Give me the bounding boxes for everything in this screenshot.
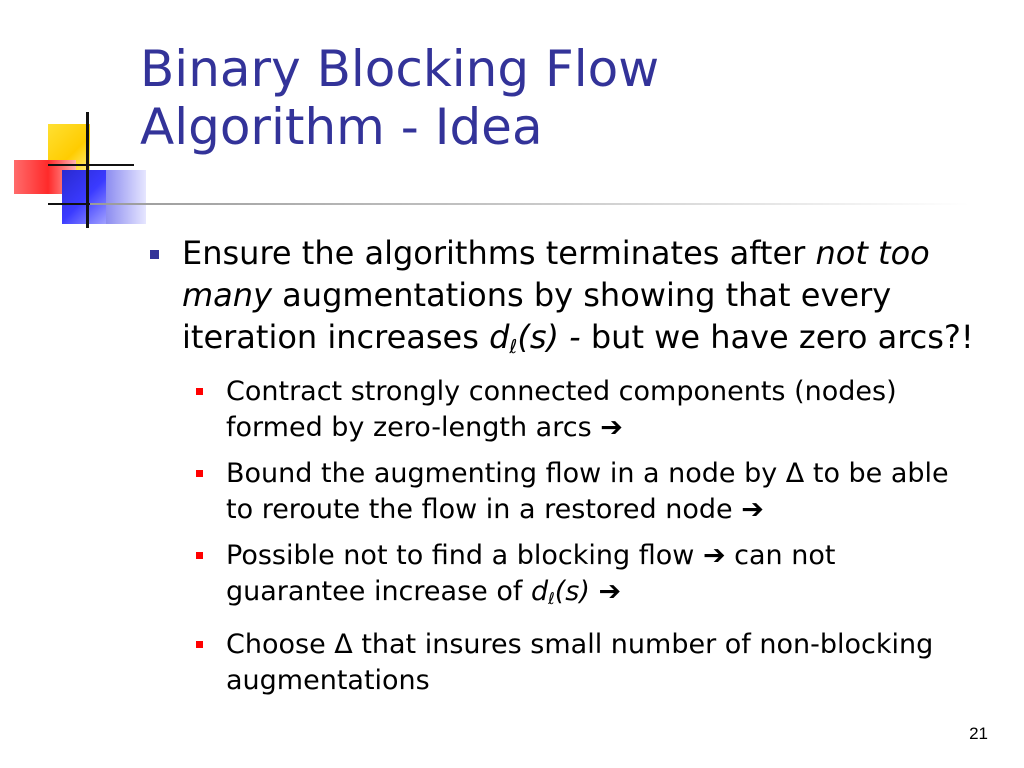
page-number: 21 [969, 724, 988, 743]
slide-title [140, 40, 1000, 156]
blue-fade-decoration [106, 170, 146, 224]
red-square-bullet-icon [196, 388, 203, 395]
vertical-line-decoration [86, 112, 89, 228]
bullet-text [182, 234, 974, 356]
sub-bullet-text: Choose Δ that insures small number of non-blocking augmentations [226, 628, 934, 696]
slide-content [150, 232, 980, 709]
sub-bullet-text: Contract strongly connected components (nodes) formed by zero-length arcs [226, 375, 897, 443]
title-rule [90, 203, 970, 205]
arrow-icon: ➔ [598, 575, 622, 607]
title-line-2: Algorithm - Idea [140, 98, 543, 156]
math-ell: ℓ [509, 334, 518, 358]
sub-bullet-item [196, 374, 980, 446]
bullet-text-part: augmentations by showing that every iteration increases [182, 276, 892, 356]
emphasis-text: not too many [182, 234, 930, 314]
math-d: d [489, 318, 510, 356]
math-ell: ℓ [548, 588, 555, 608]
square-bullet-icon [150, 250, 159, 259]
bullet-text-part: but we have zero arcs?! [580, 318, 974, 356]
math-d: d [530, 575, 549, 607]
bullet-text-part: Ensure the algorithms terminates after [182, 234, 816, 272]
math-s: (s) [554, 575, 590, 607]
sub-bullet-item [196, 627, 980, 699]
red-square-bullet-icon [196, 641, 203, 648]
arrow-icon: ➔ [741, 493, 764, 525]
sub-bullet-item [196, 538, 980, 617]
sub-bullet-text: can not guarantee increase of [226, 539, 836, 607]
sub-bullet-text: Possible not to find a blocking flow [226, 539, 703, 571]
sub-bullet-list [150, 374, 980, 699]
bullet-level1 [150, 232, 980, 368]
arrow-icon: ➔ [702, 539, 726, 571]
math-s: (s) [517, 318, 559, 356]
dash-text: - [558, 318, 581, 356]
red-square-bullet-icon [196, 470, 203, 477]
sub-bullet-text: Bound the augmenting flow in a node by Δ to be able to reroute the flow in a restored node [226, 457, 949, 525]
title-line-1: Binary Blocking Flow [140, 40, 660, 98]
arrow-icon: ➔ [600, 411, 623, 443]
red-square-bullet-icon [196, 552, 203, 559]
horizontal-line-decoration [48, 164, 134, 166]
sub-bullet-item [196, 456, 980, 528]
